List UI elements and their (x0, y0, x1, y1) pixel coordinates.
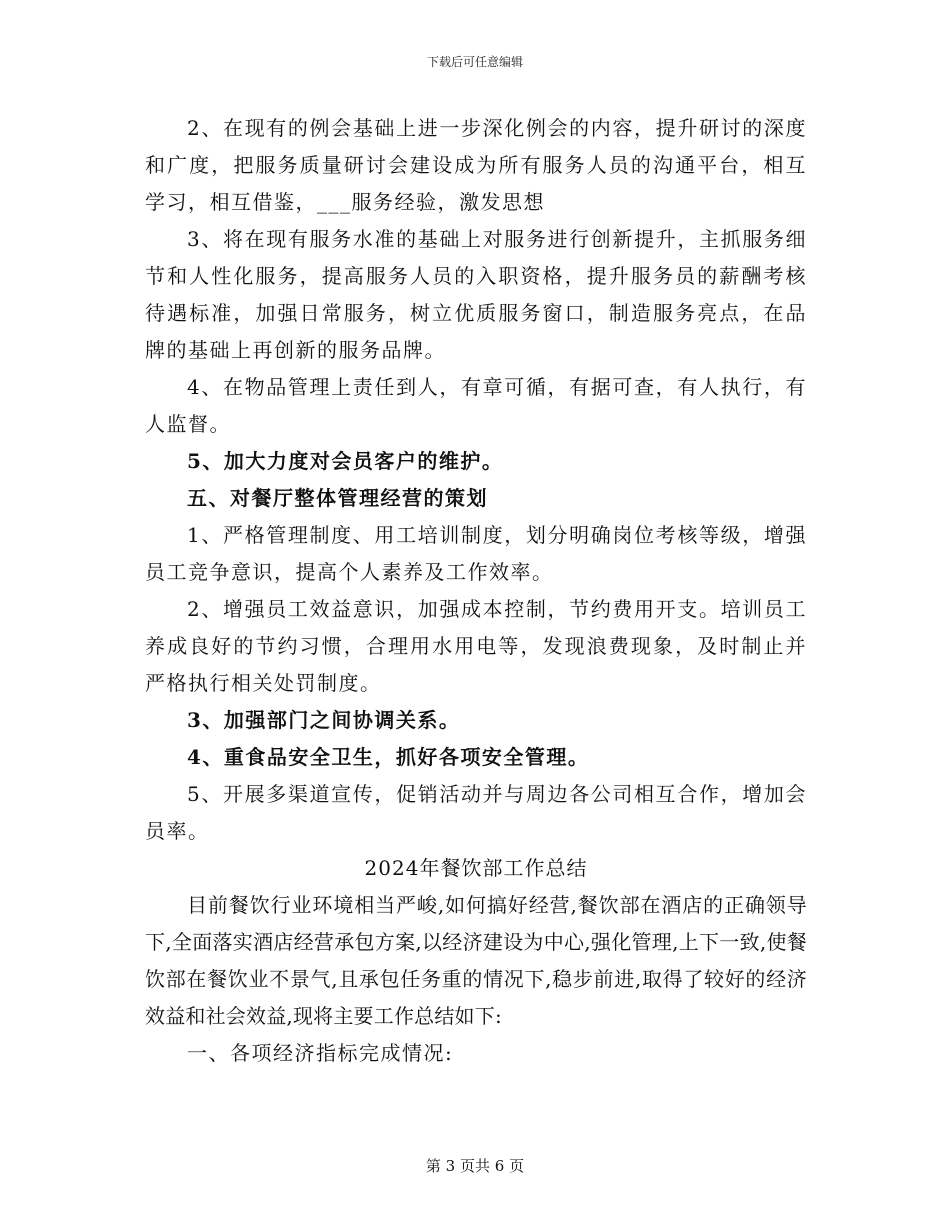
paragraph-item-3: 3、将在现有服务水准的基础上对服务进行创新提升，主抓服务细节和人性化服务，提高服务人员的入职资格，提升服务员的薪酬考核待遇标准，加强日常服务，树立优质服务窗口，制造服务亮点，在品牌的基础上再创新的服务品牌。 (145, 227, 807, 362)
document-body (145, 110, 807, 1072)
paragraph-plan-1: 1、严格管理制度、用工培训制度，划分明确岗位考核等级，增强员工竞争意识，提高个人素养及工作效率。 (145, 523, 807, 584)
paragraph-plan-3-bold: 3、加强部门之间协调关系。 (187, 708, 461, 732)
paragraph-plan-5: 5、开展多渠道宣传，促销活动并与周边各公司相互合作，增加会员率。 (145, 782, 807, 843)
section-title: 2024年餐饮部工作总结 (364, 856, 588, 880)
section-heading-five: 五、对餐厅整体管理经营的策划 (187, 486, 488, 510)
paragraph-plan-2: 2、增强员工效益意识，加强成本控制，节约费用开支。培训员工养成良好的节约习惯，合理用水用电等，发现浪费现象，及时制止并严格执行相关处罚制度。 (145, 597, 807, 695)
paragraph-item-5-bold: 5、加大力度对会员客户的维护。 (187, 449, 504, 473)
paragraph-summary-heading-1: 一、各项经济指标完成情况: (187, 1041, 454, 1065)
paragraph-item-4: 4、在物品管理上责任到人，有章可循，有据可查，有人执行，有人监督。 (145, 375, 807, 436)
paragraph-item-2: 2、在现有的例会基础上进一步深化例会的内容，提升研讨的深度和广度，把服务质量研讨会建设成为所有服务人员的沟通平台，相互学习，相互借鉴，___服务经验，激发思想 (145, 116, 807, 214)
page-header-note: 下载后可任意编辑 (426, 55, 523, 69)
page-footer-number: 第 3 页共 6 页 (425, 1157, 525, 1175)
paragraph-plan-4-bold: 4、重食品安全卫生，抓好各项安全管理。 (187, 745, 590, 769)
paragraph-summary-intro: 目前餐饮行业环境相当严峻,如何搞好经营,餐饮部在酒店的正确领导下,全面落实酒店经营承包方案,以经济建设为中心,强化管理,上下一致,使餐饮部在餐饮业不景气,且承包任务重的情况下,稳步前进,取得了较好的经济效益和社会效益,现将主要工作总结如下: (145, 893, 807, 1028)
